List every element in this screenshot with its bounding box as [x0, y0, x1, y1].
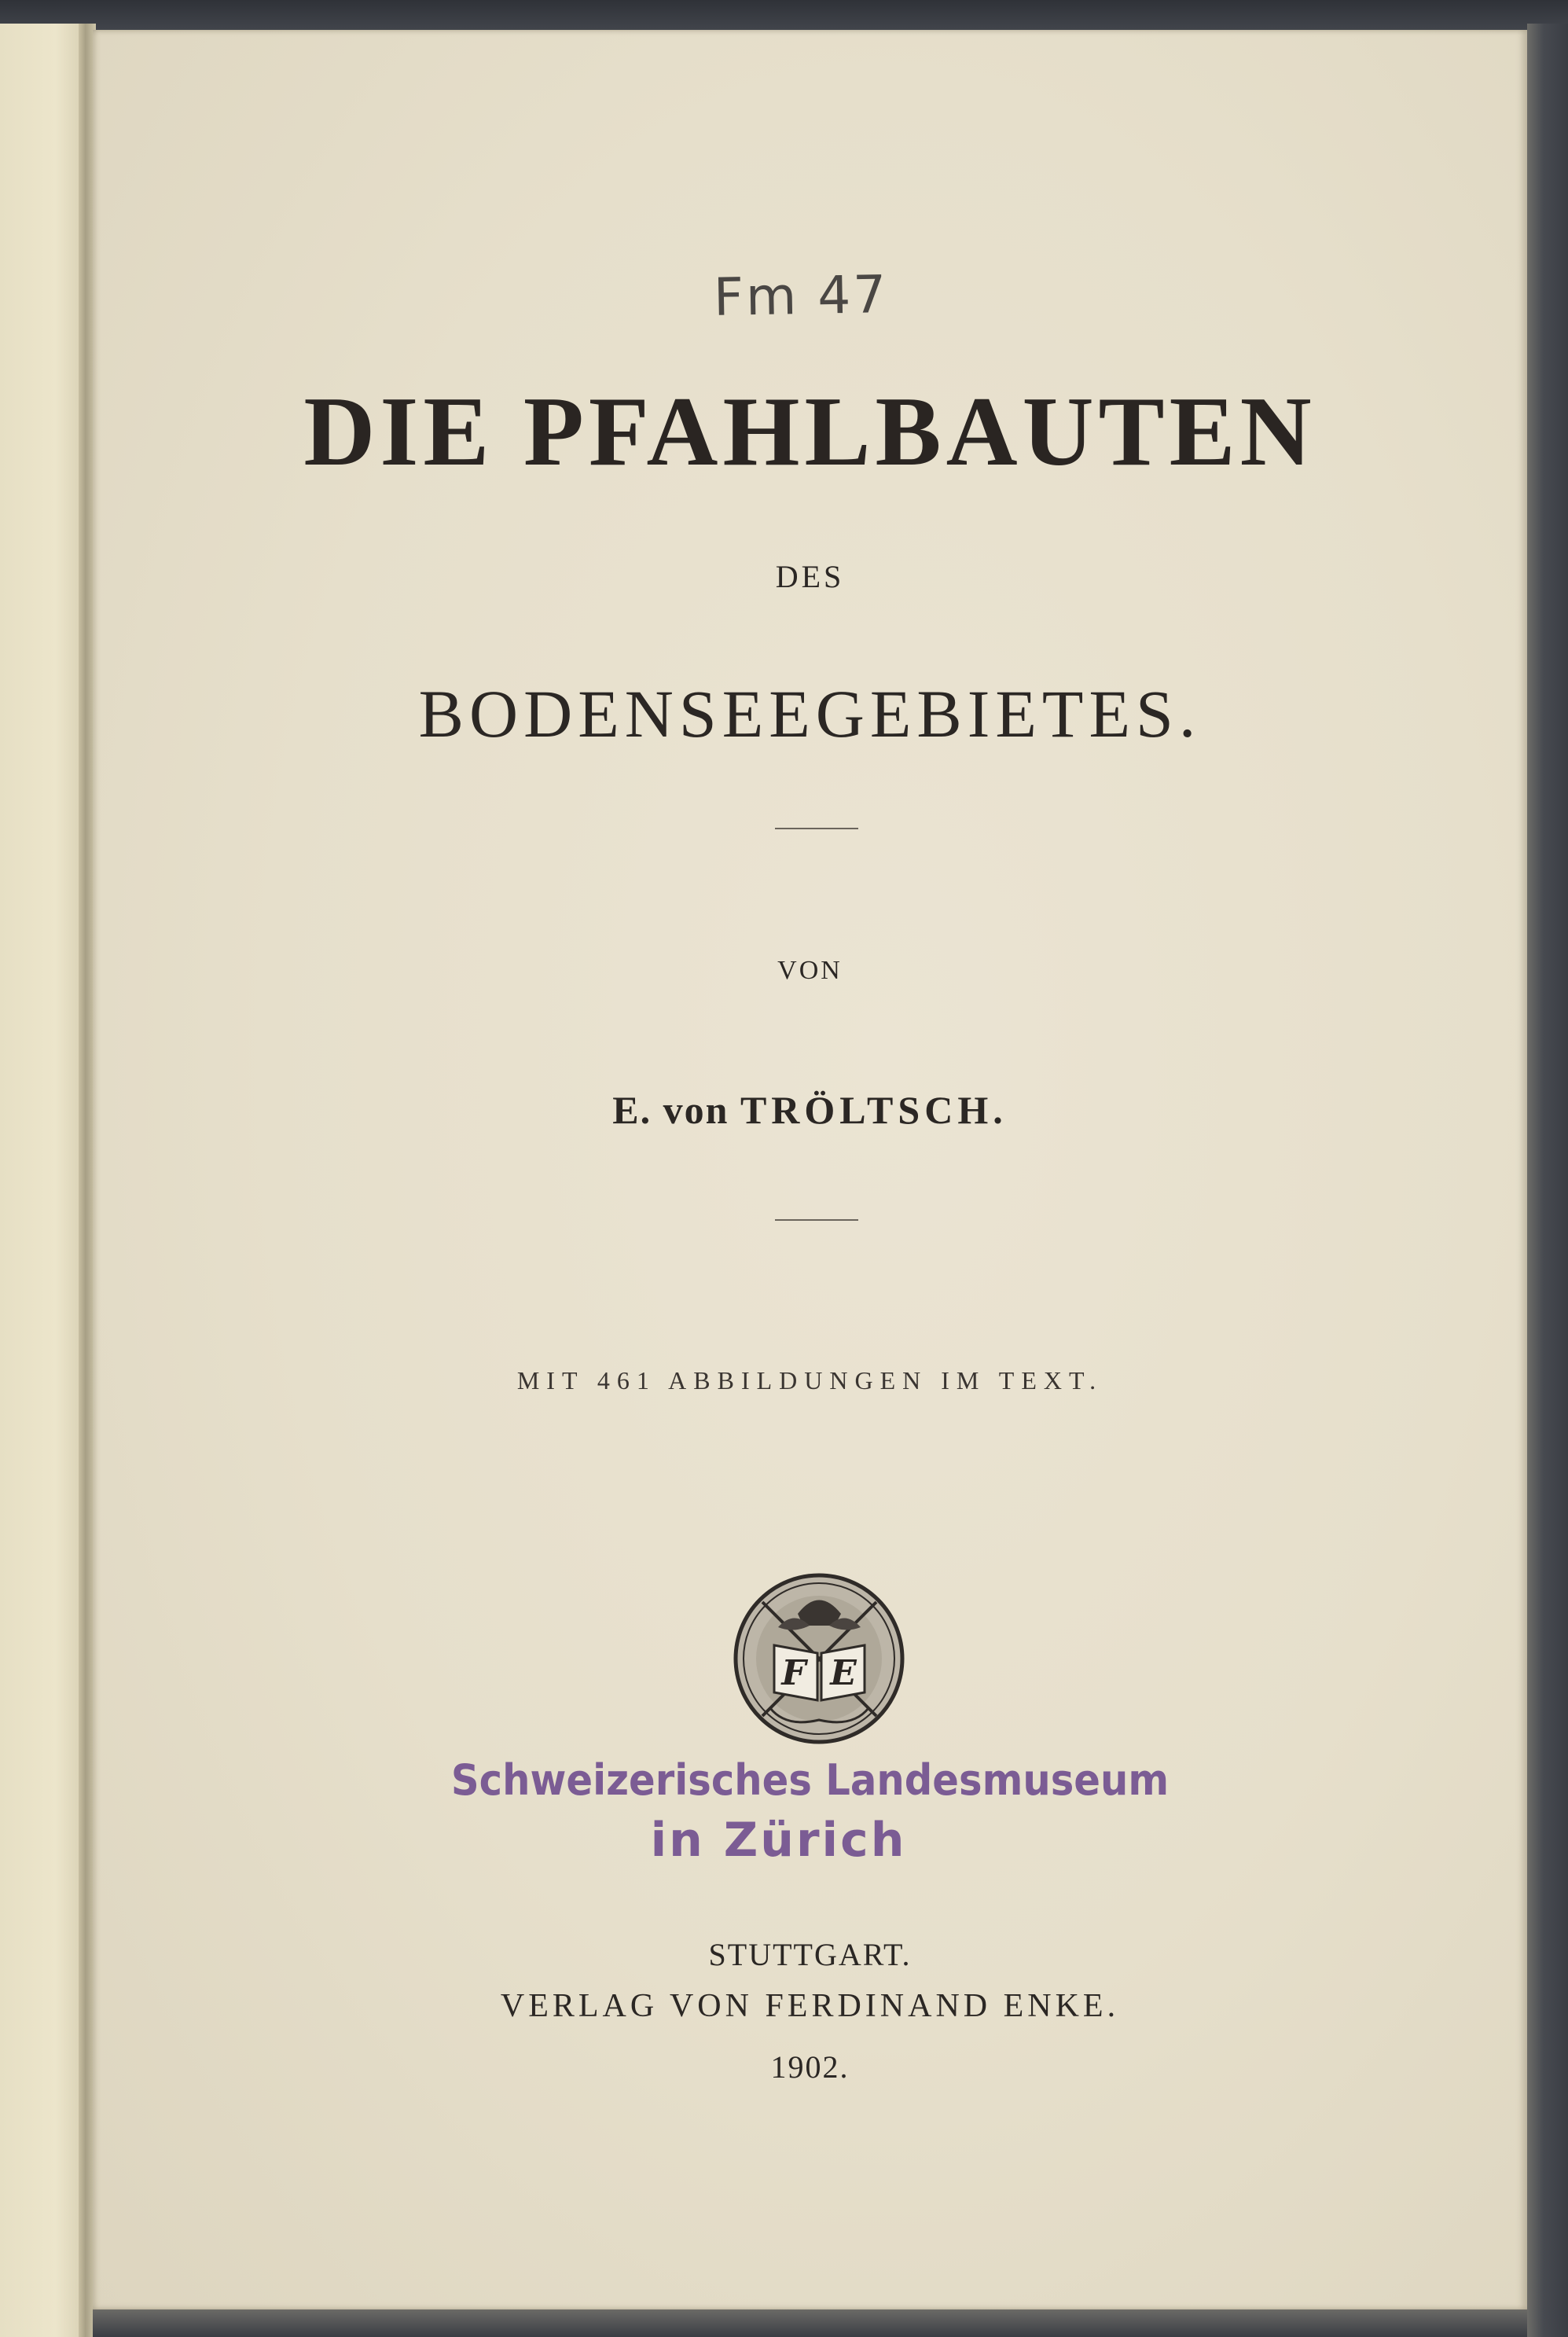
book-subtitle: BODENSEEGEBIETES.	[418, 676, 1202, 751]
handwritten-shelfmark: Fm 47	[713, 264, 889, 328]
book-title: DIE PFAHLBAUTEN	[303, 377, 1316, 487]
divider-rule	[775, 828, 858, 829]
library-stamp-line2: in Zürich	[650, 1813, 907, 1868]
svg-text:E: E	[830, 1653, 857, 1693]
by-label: VON	[777, 956, 843, 985]
page-edge-right	[1527, 24, 1568, 2337]
library-stamp-line1: Schweizerisches Landesmuseum	[450, 1755, 1170, 1805]
svg-text:F: F	[781, 1653, 806, 1693]
author-name	[93, 1087, 1527, 1133]
author-prefix: E. von	[612, 1088, 729, 1132]
author-surname: TRÖLTSCH.	[740, 1088, 1008, 1132]
illustrations-note: MIT 461 ABBILDUNGEN IM TEXT.	[516, 1366, 1103, 1394]
divider-rule	[775, 1219, 858, 1221]
imprint-publisher: VERLAG VON FERDINAND ENKE.	[500, 1988, 1120, 2024]
page-edge-bottom	[93, 2309, 1527, 2337]
imprint-place: STUTTGART.	[708, 1937, 912, 1972]
imprint-year: 1902.	[770, 2049, 850, 2085]
title-page	[93, 30, 1527, 2309]
title-connector: DES	[775, 559, 845, 594]
publisher-emblem-icon	[731, 1571, 908, 1747]
